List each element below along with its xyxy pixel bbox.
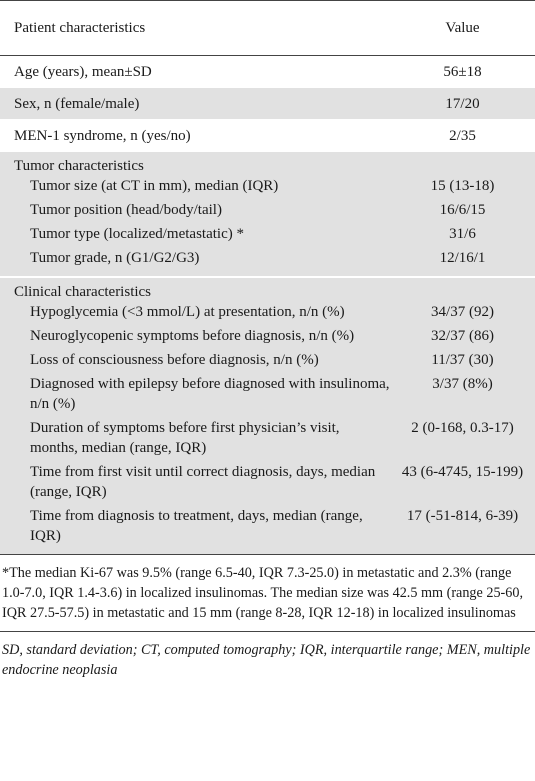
- row-label: Neuroglycopenic symptoms before diagnosis, n/n (%): [0, 326, 390, 350]
- row-value: 3/37 (8%): [390, 374, 535, 418]
- row-value: 15 (13-18): [390, 176, 535, 200]
- footnote: *The median Ki-67 was 9.5% (range 6.5-40, IQR 7.3-25.0) in metastatic and 2.3% (range 1.0-7.0, IQR 1.4-3.6) in localized insulinomas. The median size was 42.5 mm (range 25-60, IQR 27.5-57.5) in metastatic and 15 mm (range 8-28, IQR 12-18) in localized insulinomas: [2, 565, 524, 621]
- row-label: Sex, n (female/male): [0, 88, 390, 120]
- table-row: [0, 248, 535, 276]
- table-notes: [0, 554, 535, 680]
- header-patient-characteristics: Patient characteristics: [0, 1, 390, 56]
- row-value: 12/16/1: [390, 248, 535, 276]
- row-label: Diagnosed with epilepsy before diagnosed with insulinoma, n/n (%): [0, 374, 390, 418]
- table-row: [0, 200, 535, 224]
- row-label: Time from first visit until correct diagnosis, days, median (range, IQR): [0, 462, 390, 506]
- row-label: Age (years), mean±SD: [0, 56, 390, 88]
- row-label: Duration of symptoms before first physician’s visit, months, median (range, IQR): [0, 418, 390, 462]
- row-label: Tumor grade, n (G1/G2/G3): [0, 248, 390, 276]
- row-value: 43 (6-4745, 15-199): [390, 462, 535, 506]
- table-row: [0, 302, 535, 326]
- table-row-men1: [0, 120, 535, 152]
- table-row: [0, 224, 535, 248]
- row-label: Tumor size (at CT in mm), median (IQR): [0, 176, 390, 200]
- row-label: MEN-1 syndrome, n (yes/no): [0, 120, 390, 152]
- row-value: 16/6/15: [390, 200, 535, 224]
- table-row: [0, 176, 535, 200]
- table-row: [0, 506, 535, 554]
- row-label: Tumor position (head/body/tail): [0, 200, 390, 224]
- row-label: Time from diagnosis to treatment, days, median (range, IQR): [0, 506, 390, 554]
- table-row-sex: [0, 88, 535, 120]
- row-value: 17/20: [390, 88, 535, 120]
- clinical-characteristics-heading-row: [0, 278, 535, 302]
- row-label: Tumor type (localized/metastatic) *: [0, 224, 390, 248]
- table-header-row: [0, 1, 535, 56]
- section-heading: Tumor characteristics: [0, 152, 390, 177]
- row-value: 32/37 (86): [390, 326, 535, 350]
- table-row: [0, 374, 535, 418]
- table-row: [0, 326, 535, 350]
- table-row: [0, 418, 535, 462]
- table-row: [0, 350, 535, 374]
- header-value: Value: [390, 1, 535, 56]
- row-value: 31/6: [390, 224, 535, 248]
- row-label: Loss of consciousness before diagnosis, n/n (%): [0, 350, 390, 374]
- table-row: [0, 462, 535, 506]
- row-label: Hypoglycemia (<3 mmol/L) at presentation, n/n (%): [0, 302, 390, 326]
- row-value: 2 (0-168, 0.3-17): [390, 418, 535, 462]
- row-value: 11/37 (30): [390, 350, 535, 374]
- table-row-age: [0, 56, 535, 88]
- section-heading: Clinical characteristics: [0, 278, 390, 302]
- row-value: 2/35: [390, 120, 535, 152]
- row-value: 34/37 (92): [390, 302, 535, 326]
- row-value: 17 (-51-814, 6-39): [390, 506, 535, 554]
- abbreviations-note: SD, standard deviation; CT, computed tomography; IQR, interquartile range; MEN, multiple endocrine neoplasia: [0, 631, 535, 680]
- tumor-characteristics-heading-row: [0, 152, 535, 177]
- row-value: 56±18: [390, 56, 535, 88]
